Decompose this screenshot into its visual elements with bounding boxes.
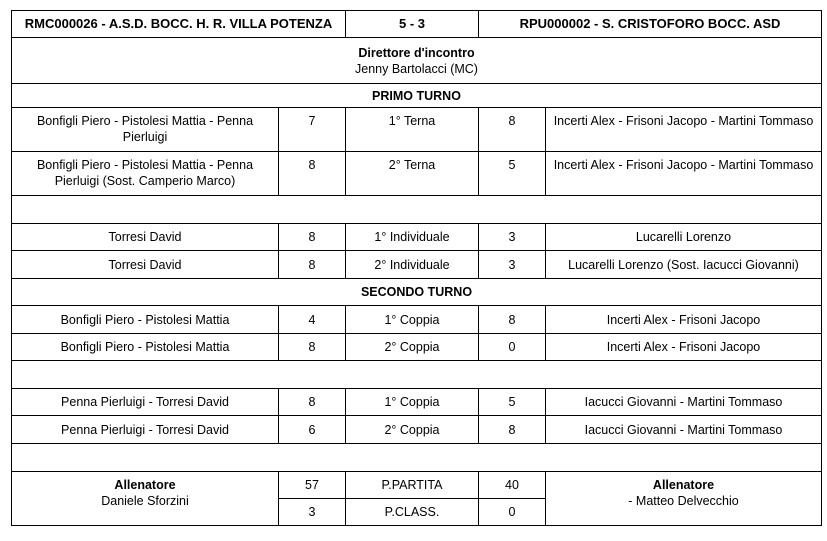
match-row <box>12 306 822 334</box>
section-title-secondo: SECONDO TURNO <box>12 279 822 306</box>
match-row <box>12 416 822 444</box>
home-team: RMC000026 - A.S.D. BOCC. H. R. VILLA POTENZA <box>12 11 346 38</box>
director-row <box>12 38 822 84</box>
header-row <box>12 11 822 38</box>
home-players: Penna Pierluigi - Torresi David <box>12 416 279 444</box>
home-score: 8 <box>279 389 346 416</box>
partita-label: P.PARTITA <box>346 472 479 499</box>
home-players: Bonfigli Piero - Pistolesi Mattia <box>12 306 279 334</box>
home-score: 8 <box>279 334 346 361</box>
spacer-row <box>12 444 822 472</box>
home-coach-cell <box>12 472 279 526</box>
away-players: Lucarelli Lorenzo (Sost. Iacucci Giovanni) <box>546 251 822 279</box>
away-coach-name: - Matteo Delvecchio <box>628 494 739 508</box>
section-title-row <box>12 84 822 108</box>
home-players: Bonfigli Piero - Pistolesi Mattia <box>12 334 279 361</box>
away-score: 8 <box>479 416 546 444</box>
home-coach-label: Allenatore <box>114 478 176 492</box>
home-partita-points: 57 <box>279 472 346 499</box>
home-players: Bonfigli Piero - Pistolesi Mattia - Penna Pierluigi (Sost. Camperio Marco) <box>12 152 279 196</box>
home-score: 4 <box>279 306 346 334</box>
director-label: Direttore d'incontro <box>358 45 475 60</box>
match-row <box>12 334 822 361</box>
game-label: 1° Coppia <box>346 389 479 416</box>
away-class-points: 0 <box>479 499 546 526</box>
match-row <box>12 152 822 196</box>
game-label: 1° Coppia <box>346 306 479 334</box>
spacer-row <box>12 196 822 224</box>
home-score: 6 <box>279 416 346 444</box>
spacer-cell <box>12 196 822 224</box>
home-players: Penna Pierluigi - Torresi David <box>12 389 279 416</box>
away-players: Incerti Alex - Frisoni Jacopo - Martini Tommaso <box>546 152 822 196</box>
director-name: Jenny Bartolacci (MC) <box>355 61 478 76</box>
match-row <box>12 224 822 251</box>
home-score: 7 <box>279 108 346 152</box>
away-score: 8 <box>479 306 546 334</box>
away-players: Iacucci Giovanni - Martini Tommaso <box>546 416 822 444</box>
away-players: Incerti Alex - Frisoni Jacopo - Martini Tommaso <box>546 108 822 152</box>
spacer-row <box>12 361 822 389</box>
away-score: 8 <box>479 108 546 152</box>
away-score: 3 <box>479 251 546 279</box>
away-coach-cell <box>546 472 822 526</box>
away-partita-points: 40 <box>479 472 546 499</box>
section-title-primo: PRIMO TURNO <box>12 84 822 108</box>
away-score: 5 <box>479 389 546 416</box>
game-label: 2° Terna <box>346 152 479 196</box>
away-players: Incerti Alex - Frisoni Jacopo <box>546 334 822 361</box>
match-row <box>12 251 822 279</box>
away-players: Incerti Alex - Frisoni Jacopo <box>546 306 822 334</box>
home-players: Torresi David <box>12 251 279 279</box>
game-label: 2° Coppia <box>346 416 479 444</box>
away-players: Iacucci Giovanni - Martini Tommaso <box>546 389 822 416</box>
away-score: 3 <box>479 224 546 251</box>
home-score: 8 <box>279 251 346 279</box>
director-cell <box>12 38 822 84</box>
section-title-row <box>12 279 822 306</box>
home-score: 8 <box>279 152 346 196</box>
away-score: 5 <box>479 152 546 196</box>
home-players: Torresi David <box>12 224 279 251</box>
footer-row <box>12 472 822 499</box>
game-label: 1° Terna <box>346 108 479 152</box>
match-score: 5 - 3 <box>346 11 479 38</box>
away-coach-label: Allenatore <box>652 478 715 492</box>
class-label: P.CLASS. <box>346 499 479 526</box>
home-players: Bonfigli Piero - Pistolesi Mattia - Penna Pierluigi <box>12 108 279 152</box>
away-score: 0 <box>479 334 546 361</box>
spacer-cell <box>12 444 822 472</box>
home-class-points: 3 <box>279 499 346 526</box>
game-label: 2° Coppia <box>346 334 479 361</box>
match-row <box>12 389 822 416</box>
away-team: RPU000002 - S. CRISTOFORO BOCC. ASD <box>479 11 822 38</box>
match-row <box>12 108 822 152</box>
home-score: 8 <box>279 224 346 251</box>
match-report-table <box>11 10 822 526</box>
spacer-cell <box>12 361 822 389</box>
home-coach-name: Daniele Sforzini <box>101 494 189 508</box>
game-label: 1° Individuale <box>346 224 479 251</box>
away-players: Lucarelli Lorenzo <box>546 224 822 251</box>
game-label: 2° Individuale <box>346 251 479 279</box>
